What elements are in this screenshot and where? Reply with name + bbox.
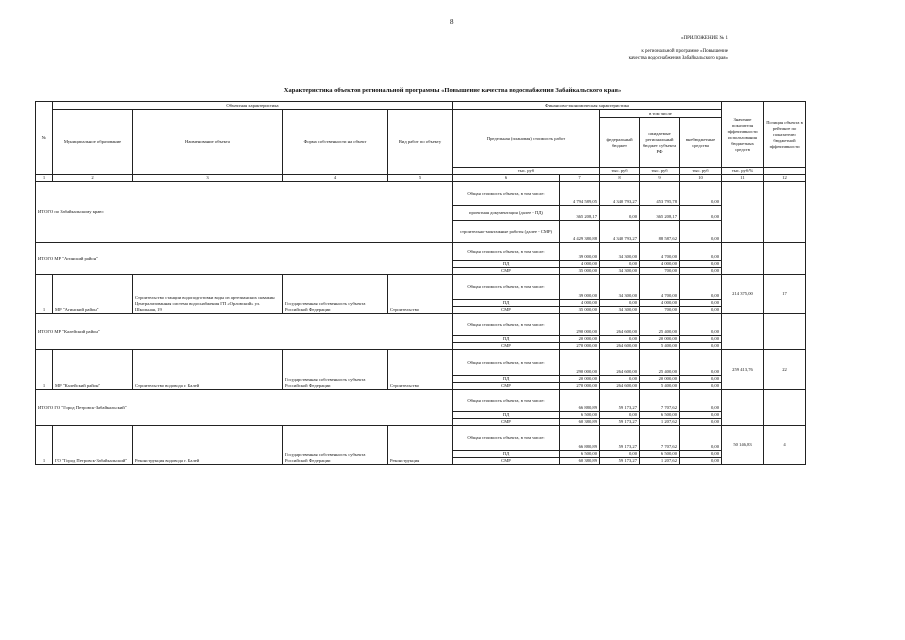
- total-federal: 0,00: [600, 206, 640, 221]
- aginsky-obj-federal: 34 300,00: [600, 307, 640, 314]
- unit-federal: тыс. руб: [600, 168, 640, 175]
- kaleysky-obj-regional: 5 400,00: [640, 383, 680, 390]
- header-work-type: Вид работ по объекту: [388, 110, 453, 175]
- petrovsk-obj-municipality: ГО "Город Петровск-Забайкальский": [53, 426, 133, 465]
- total-position: [764, 182, 806, 243]
- petrovsk-obj-item-label: ПД: [453, 451, 560, 458]
- kaleysky-obj-position: 22: [764, 350, 806, 390]
- petrovsk-obj-work: Реконструкция: [388, 426, 453, 465]
- aginsky-total-indicator: [722, 243, 764, 275]
- aginsky-total-federal: 34 300,00: [600, 268, 640, 275]
- petrovsk-total-regional: 7 707,62: [640, 390, 680, 412]
- petrovsk-obj-federal: 59 173,27: [600, 426, 640, 451]
- total-item-label: проектная документация (далее - ПД): [453, 206, 560, 221]
- aginsky-total-regional: 700,00: [640, 268, 680, 275]
- aginsky-total-cost: 4 000,00: [560, 261, 600, 268]
- aginsky-obj-nonbudget: 0,00: [680, 307, 722, 314]
- kaleysky-obj-item-label: Общая стоимость объекта, в том числе:: [453, 350, 560, 376]
- kaleysky-obj-item-label: СМР: [453, 383, 560, 390]
- aginsky-obj-ownership: Государственная собственность субъекта Российской Федерации: [283, 275, 388, 314]
- kaleysky-total-federal: 264 600,00: [600, 343, 640, 350]
- total-regional: 453 795,78: [640, 182, 680, 206]
- kaleysky-obj-cost: 270 000,00: [560, 383, 600, 390]
- header-municipality: Муниципальное образование: [53, 110, 133, 175]
- col-num-7: 7: [560, 175, 600, 182]
- kaleysky-obj-cost: 20 000,00: [560, 376, 600, 383]
- aginsky-obj-nonbudget: 0,00: [680, 300, 722, 307]
- kaleysky-obj-ownership: Государственная собственность субъекта Российской Федерации: [283, 350, 388, 390]
- kaleysky-total-label: ИТОГО МР "Калейский район": [36, 314, 453, 350]
- aginsky-obj-num: 1: [36, 275, 53, 314]
- petrovsk-total-item-label: ПД: [453, 412, 560, 419]
- aginsky-obj-work: Строительство: [388, 275, 453, 314]
- kaleysky-total-nonbudget: 0,00: [680, 314, 722, 336]
- aginsky-obj-regional: 4 700,00: [640, 275, 680, 300]
- kaleysky-total-federal: 0,00: [600, 336, 640, 343]
- header-max-cost: Предельная (плановая) стоимость работ: [453, 110, 600, 168]
- kaleysky-total-item-label: Общая стоимость объекта, в том числе:: [453, 314, 560, 336]
- aginsky-obj-municipality: МР "Агинский район": [53, 275, 133, 314]
- petrovsk-obj-nonbudget: 0,00: [680, 426, 722, 451]
- kaleysky-total-cost: 290 000,00: [560, 314, 600, 336]
- petrovsk-obj-federal: 0,00: [600, 451, 640, 458]
- total-cost: 365 208,17: [560, 206, 600, 221]
- aginsky-obj-item-label: ПД: [453, 300, 560, 307]
- aginsky-total-federal: 34 300,00: [600, 243, 640, 261]
- total-cost: 4 794 589,05: [560, 182, 600, 206]
- total-indicator: [722, 182, 764, 243]
- kaleysky-obj-name: Строительство водовода г. Балей: [133, 350, 283, 390]
- kaleysky-total-position: [764, 314, 806, 350]
- petrovsk-total-label: ИТОГО ГО "Город Петровск-Забайкальский": [36, 390, 453, 426]
- appendix-label: «ПРИЛОЖЕНИЕ № 1: [681, 36, 728, 41]
- petrovsk-total-item-label: СМР: [453, 419, 560, 426]
- unit-cost: тыс. руб: [453, 168, 600, 175]
- col-num-8: 8: [600, 175, 640, 182]
- kaleysky-total-cost: 20 000,00: [560, 336, 600, 343]
- aginsky-obj-item-label: СМР: [453, 307, 560, 314]
- petrovsk-obj-regional: 1 207,62: [640, 458, 680, 465]
- aginsky-total-regional: 4 000,00: [640, 261, 680, 268]
- kaleysky-total-item-label: ПД: [453, 336, 560, 343]
- aginsky-total-label: ИТОГО МР "Агинский район": [36, 243, 453, 275]
- petrovsk-total-cost: 60 380,89: [560, 419, 600, 426]
- petrovsk-total-position: [764, 390, 806, 426]
- kaleysky-obj-cost: 290 000,00: [560, 350, 600, 376]
- petrovsk-total-indicator: [722, 390, 764, 426]
- aginsky-total-nonbudget: 0,00: [680, 243, 722, 261]
- petrovsk-total-cost: 66 880,89: [560, 390, 600, 412]
- kaleysky-obj-nonbudget: 0,00: [680, 376, 722, 383]
- petrovsk-obj-item-label: СМР: [453, 458, 560, 465]
- petrovsk-obj-federal: 59 173,27: [600, 458, 640, 465]
- kaleysky-obj-federal: 264 600,00: [600, 350, 640, 376]
- unit-indicator: тыс. руб/%: [722, 168, 764, 175]
- kaleysky-total-indicator: [722, 314, 764, 350]
- petrovsk-obj-cost: 66 880,89: [560, 426, 600, 451]
- petrovsk-total-item-label: Общая стоимость объекта, в том числе:: [453, 390, 560, 412]
- kaleysky-total-nonbudget: 0,00: [680, 343, 722, 350]
- aginsky-total-item-label: ПД: [453, 261, 560, 268]
- col-num-11: 11: [722, 175, 764, 182]
- total-nonbudget: 0,00: [680, 182, 722, 206]
- header-group-finance: Финансово-экономическая характеристика: [453, 102, 722, 110]
- aginsky-total-item-label: СМР: [453, 268, 560, 275]
- kaleysky-total-nonbudget: 0,00: [680, 336, 722, 343]
- petrovsk-total-federal: 59 173,27: [600, 390, 640, 412]
- col-num-2: 2: [53, 175, 133, 182]
- aginsky-obj-position: 17: [764, 275, 806, 314]
- aginsky-obj-item-label: Общая стоимость объекта, в том числе:: [453, 275, 560, 300]
- aginsky-obj-federal: 34 300,00: [600, 275, 640, 300]
- col-num-1: 1: [36, 175, 53, 182]
- petrovsk-total-federal: 59 173,27: [600, 419, 640, 426]
- petrovsk-obj-item-label: Общая стоимость объекта, в том числе:: [453, 426, 560, 451]
- col-num-12: 12: [764, 175, 806, 182]
- aginsky-obj-regional: 700,00: [640, 307, 680, 314]
- petrovsk-total-nonbudget: 0,00: [680, 419, 722, 426]
- kaleysky-obj-federal: 264 600,00: [600, 383, 640, 390]
- appendix-ref-line-1: к региональной программе «Повышение: [641, 49, 728, 54]
- petrovsk-obj-position: 4: [764, 426, 806, 465]
- aginsky-total-cost: 35 000,00: [560, 268, 600, 275]
- total-regional: 365 208,17: [640, 206, 680, 221]
- aginsky-obj-cost: 4 000,00: [560, 300, 600, 307]
- petrovsk-obj-indicator: 50 146,83: [722, 426, 764, 465]
- aginsky-total-position: [764, 243, 806, 275]
- total-nonbudget: 0,00: [680, 206, 722, 221]
- total-cost: 4 429 380,88: [560, 221, 600, 243]
- kaleysky-total-regional: 20 000,00: [640, 336, 680, 343]
- col-num-5: 5: [388, 175, 453, 182]
- petrovsk-obj-nonbudget: 0,00: [680, 451, 722, 458]
- aginsky-obj-name: Строительство станции водоподготовки воды из артезианских скважин Централизованная система водоснабжения ГП «Орловский» ул. Школьная, 19: [133, 275, 283, 314]
- unit-regional: тыс. руб: [640, 168, 680, 175]
- header-position: Позиция объекта в рейтинге по показателю бюджетной эффективности: [764, 102, 806, 168]
- petrovsk-total-nonbudget: 0,00: [680, 390, 722, 412]
- unit-nonbudget: тыс. руб: [680, 168, 722, 175]
- header-num: №: [36, 102, 53, 175]
- aginsky-total-cost: 39 000,00: [560, 243, 600, 261]
- total-nonbudget: 0,00: [680, 221, 722, 243]
- header-object-name: Наименование объекта: [133, 110, 283, 175]
- total-item-label: строительно-монтажные работы (далее - СМР): [453, 221, 560, 243]
- kaleysky-obj-federal: 0,00: [600, 376, 640, 383]
- header-ownership: Форма собственности на объект: [283, 110, 388, 175]
- petrovsk-total-cost: 6 500,00: [560, 412, 600, 419]
- kaleysky-obj-item-label: ПД: [453, 376, 560, 383]
- aginsky-obj-federal: 0,00: [600, 300, 640, 307]
- aginsky-total-regional: 4 700,00: [640, 243, 680, 261]
- aginsky-obj-nonbudget: 0,00: [680, 275, 722, 300]
- aginsky-total-nonbudget: 0,00: [680, 261, 722, 268]
- petrovsk-total-federal: 0,00: [600, 412, 640, 419]
- petrovsk-obj-nonbudget: 0,00: [680, 458, 722, 465]
- petrovsk-obj-num: 1: [36, 426, 53, 465]
- aginsky-total-federal: 0,00: [600, 261, 640, 268]
- aginsky-total-item-label: Общая стоимость объекта, в том числе:: [453, 243, 560, 261]
- kaleysky-obj-num: 1: [36, 350, 53, 390]
- aginsky-total-nonbudget: 0,00: [680, 268, 722, 275]
- petrovsk-obj-cost: 6 500,00: [560, 451, 600, 458]
- aginsky-obj-indicator: 214 375,00: [722, 275, 764, 314]
- petrovsk-obj-name: Реконструкция водовода г. Балей: [133, 426, 283, 465]
- col-num-9: 9: [640, 175, 680, 182]
- petrovsk-total-nonbudget: 0,00: [680, 412, 722, 419]
- petrovsk-total-regional: 6 500,00: [640, 412, 680, 419]
- kaleysky-total-regional: 25 400,00: [640, 314, 680, 336]
- aginsky-obj-cost: 39 000,00: [560, 275, 600, 300]
- page-number: 8: [450, 18, 454, 26]
- header-indicator: Значение показателя эффективности использования бюджетных средств: [722, 102, 764, 168]
- total-federal: 4 340 793,27: [600, 182, 640, 206]
- kaleysky-obj-municipality: МР "Калейский район": [53, 350, 133, 390]
- total-federal: 4 340 793,27: [600, 221, 640, 243]
- document-title: Характеристика объектов региональной программы «Повышение качества водоснабжения Забайкальского края»: [283, 87, 622, 94]
- petrovsk-obj-cost: 60 380,89: [560, 458, 600, 465]
- kaleysky-total-cost: 270 000,00: [560, 343, 600, 350]
- kaleysky-obj-nonbudget: 0,00: [680, 383, 722, 390]
- total-regional: 88 587,62: [640, 221, 680, 243]
- header-nonbudget: внебюджетные средства: [680, 118, 722, 168]
- header-regional: ожидаемые региональный бюджет субъекта РФ: [640, 118, 680, 168]
- petrovsk-obj-regional: 7 707,62: [640, 426, 680, 451]
- kaleysky-obj-regional: 25 400,00: [640, 350, 680, 376]
- col-num-3: 3: [133, 175, 283, 182]
- appendix-reference: [629, 48, 728, 62]
- kaleysky-total-item-label: СМР: [453, 343, 560, 350]
- unit-position: [764, 168, 806, 175]
- col-num-4: 4: [283, 175, 388, 182]
- header-group-objects: Объектная характеристика: [53, 102, 453, 110]
- total-item-label: Общая стоимость объекта, в том числе:: [453, 182, 560, 206]
- petrovsk-obj-regional: 6 500,00: [640, 451, 680, 458]
- col-num-10: 10: [680, 175, 722, 182]
- aginsky-obj-regional: 4 000,00: [640, 300, 680, 307]
- kaleysky-obj-work: Строительство: [388, 350, 453, 390]
- kaleysky-total-regional: 5 400,00: [640, 343, 680, 350]
- col-num-6: 6: [453, 175, 560, 182]
- kaleysky-obj-nonbudget: 0,00: [680, 350, 722, 376]
- petrovsk-total-regional: 1 207,62: [640, 419, 680, 426]
- total-label: ИТОГО по Забайкальскому краю:: [36, 182, 453, 243]
- objects-table: [35, 101, 806, 465]
- header-federal: федеральный бюджет: [600, 118, 640, 168]
- kaleysky-obj-indicator: 259 413,76: [722, 350, 764, 390]
- appendix-ref-line-2: качества водоснабжения Забайкальского края»: [628, 56, 728, 61]
- header-incl: в том числе: [600, 110, 722, 118]
- kaleysky-obj-regional: 20 000,00: [640, 376, 680, 383]
- kaleysky-total-federal: 264 600,00: [600, 314, 640, 336]
- petrovsk-obj-ownership: Государственная собственность субъекта Российской Федерации: [283, 426, 388, 465]
- aginsky-obj-cost: 35 000,00: [560, 307, 600, 314]
